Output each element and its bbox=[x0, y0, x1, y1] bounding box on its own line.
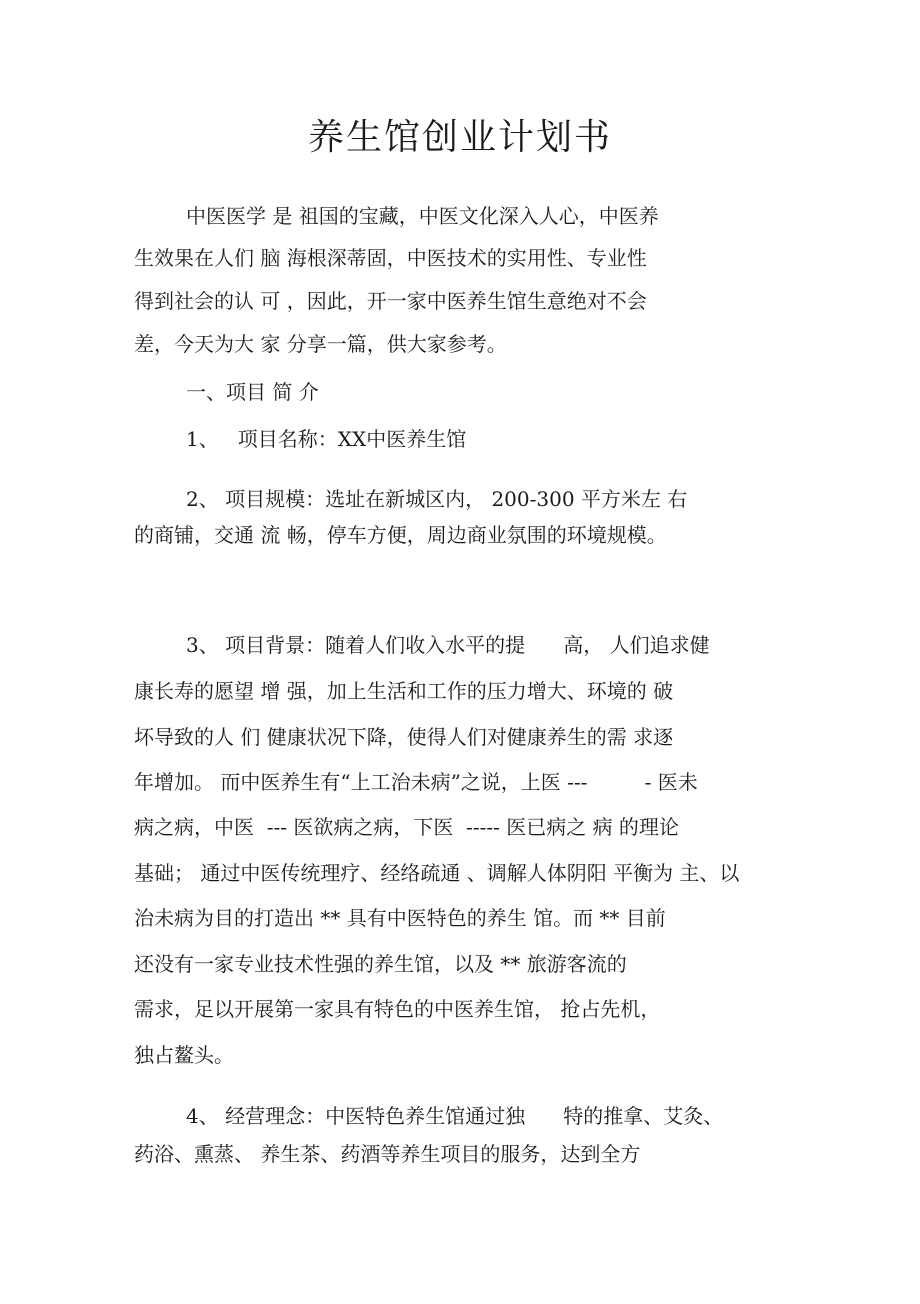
intro-line: 中医医学 是 祖国的宝藏，中医文化深入人心，中医养 bbox=[186, 204, 659, 228]
item-project-name: 1、 项目名称：XX中医养生馆 bbox=[186, 427, 467, 451]
item-line: 病之病，中医 --- 医欲病之病，下医 ----- 医已病之 病 的理论 bbox=[134, 815, 679, 839]
intro-line: 得到社会的认 可 ，因此，开一家中医养生馆生意绝对不会 bbox=[134, 289, 647, 313]
document-title: 养生馆创业计划书 bbox=[307, 117, 612, 158]
item-line: 康长寿的愿望 增 强，加上生活和工作的压力增大、环境的 破 bbox=[134, 679, 674, 703]
item-line: 坏导致的人 们 健康状况下降，使得人们对健康养生的需 求逐 bbox=[134, 725, 674, 749]
section-heading: 一、项目 简 介 bbox=[186, 380, 319, 404]
item-line: 基础； 通过中医传统理疗、经络疏通 、调解人体阴阳 平衡为 主、以 bbox=[134, 861, 740, 885]
item-line: 年增加。 而中医养生有“上工治未病”之说，上医 --- - 医未 bbox=[134, 770, 698, 794]
intro-line: 生效果在人们 脑 海根深蒂固，中医技术的实用性、专业性 bbox=[134, 246, 647, 270]
item-line: 还没有一家专业技术性强的养生馆，以及 ** 旅游客流的 bbox=[134, 952, 627, 976]
item-line: 的商铺，交通 流 畅，停车方便，周边商业氛围的环境规模。 bbox=[134, 523, 667, 547]
item-line: 独占鳌头。 bbox=[134, 1043, 234, 1067]
item-line: 药浴、熏蒸、 养生茶、药酒等养生项目的服务，达到全方 bbox=[134, 1142, 641, 1166]
item-line: 3、 项目背景：随着人们收入水平的提 高， 人们追求健 bbox=[186, 633, 710, 657]
item-line: 需求，足以开展第一家具有特色的中医养生馆， 抢占先机， bbox=[134, 997, 661, 1021]
item-line: 2、 项目规模：选址在新城区内， 200-300 平方米左 右 bbox=[186, 487, 688, 511]
item-line: 治未病为目的打造出 ** 具有中医特色的养生 馆。而 ** 目前 bbox=[134, 906, 666, 930]
intro-line: 差，今天为大 家 分享一篇，供大家参考。 bbox=[134, 332, 507, 356]
item-line: 4、 经营理念：中医特色养生馆通过独 特的推拿、艾灸、 bbox=[186, 1104, 724, 1128]
